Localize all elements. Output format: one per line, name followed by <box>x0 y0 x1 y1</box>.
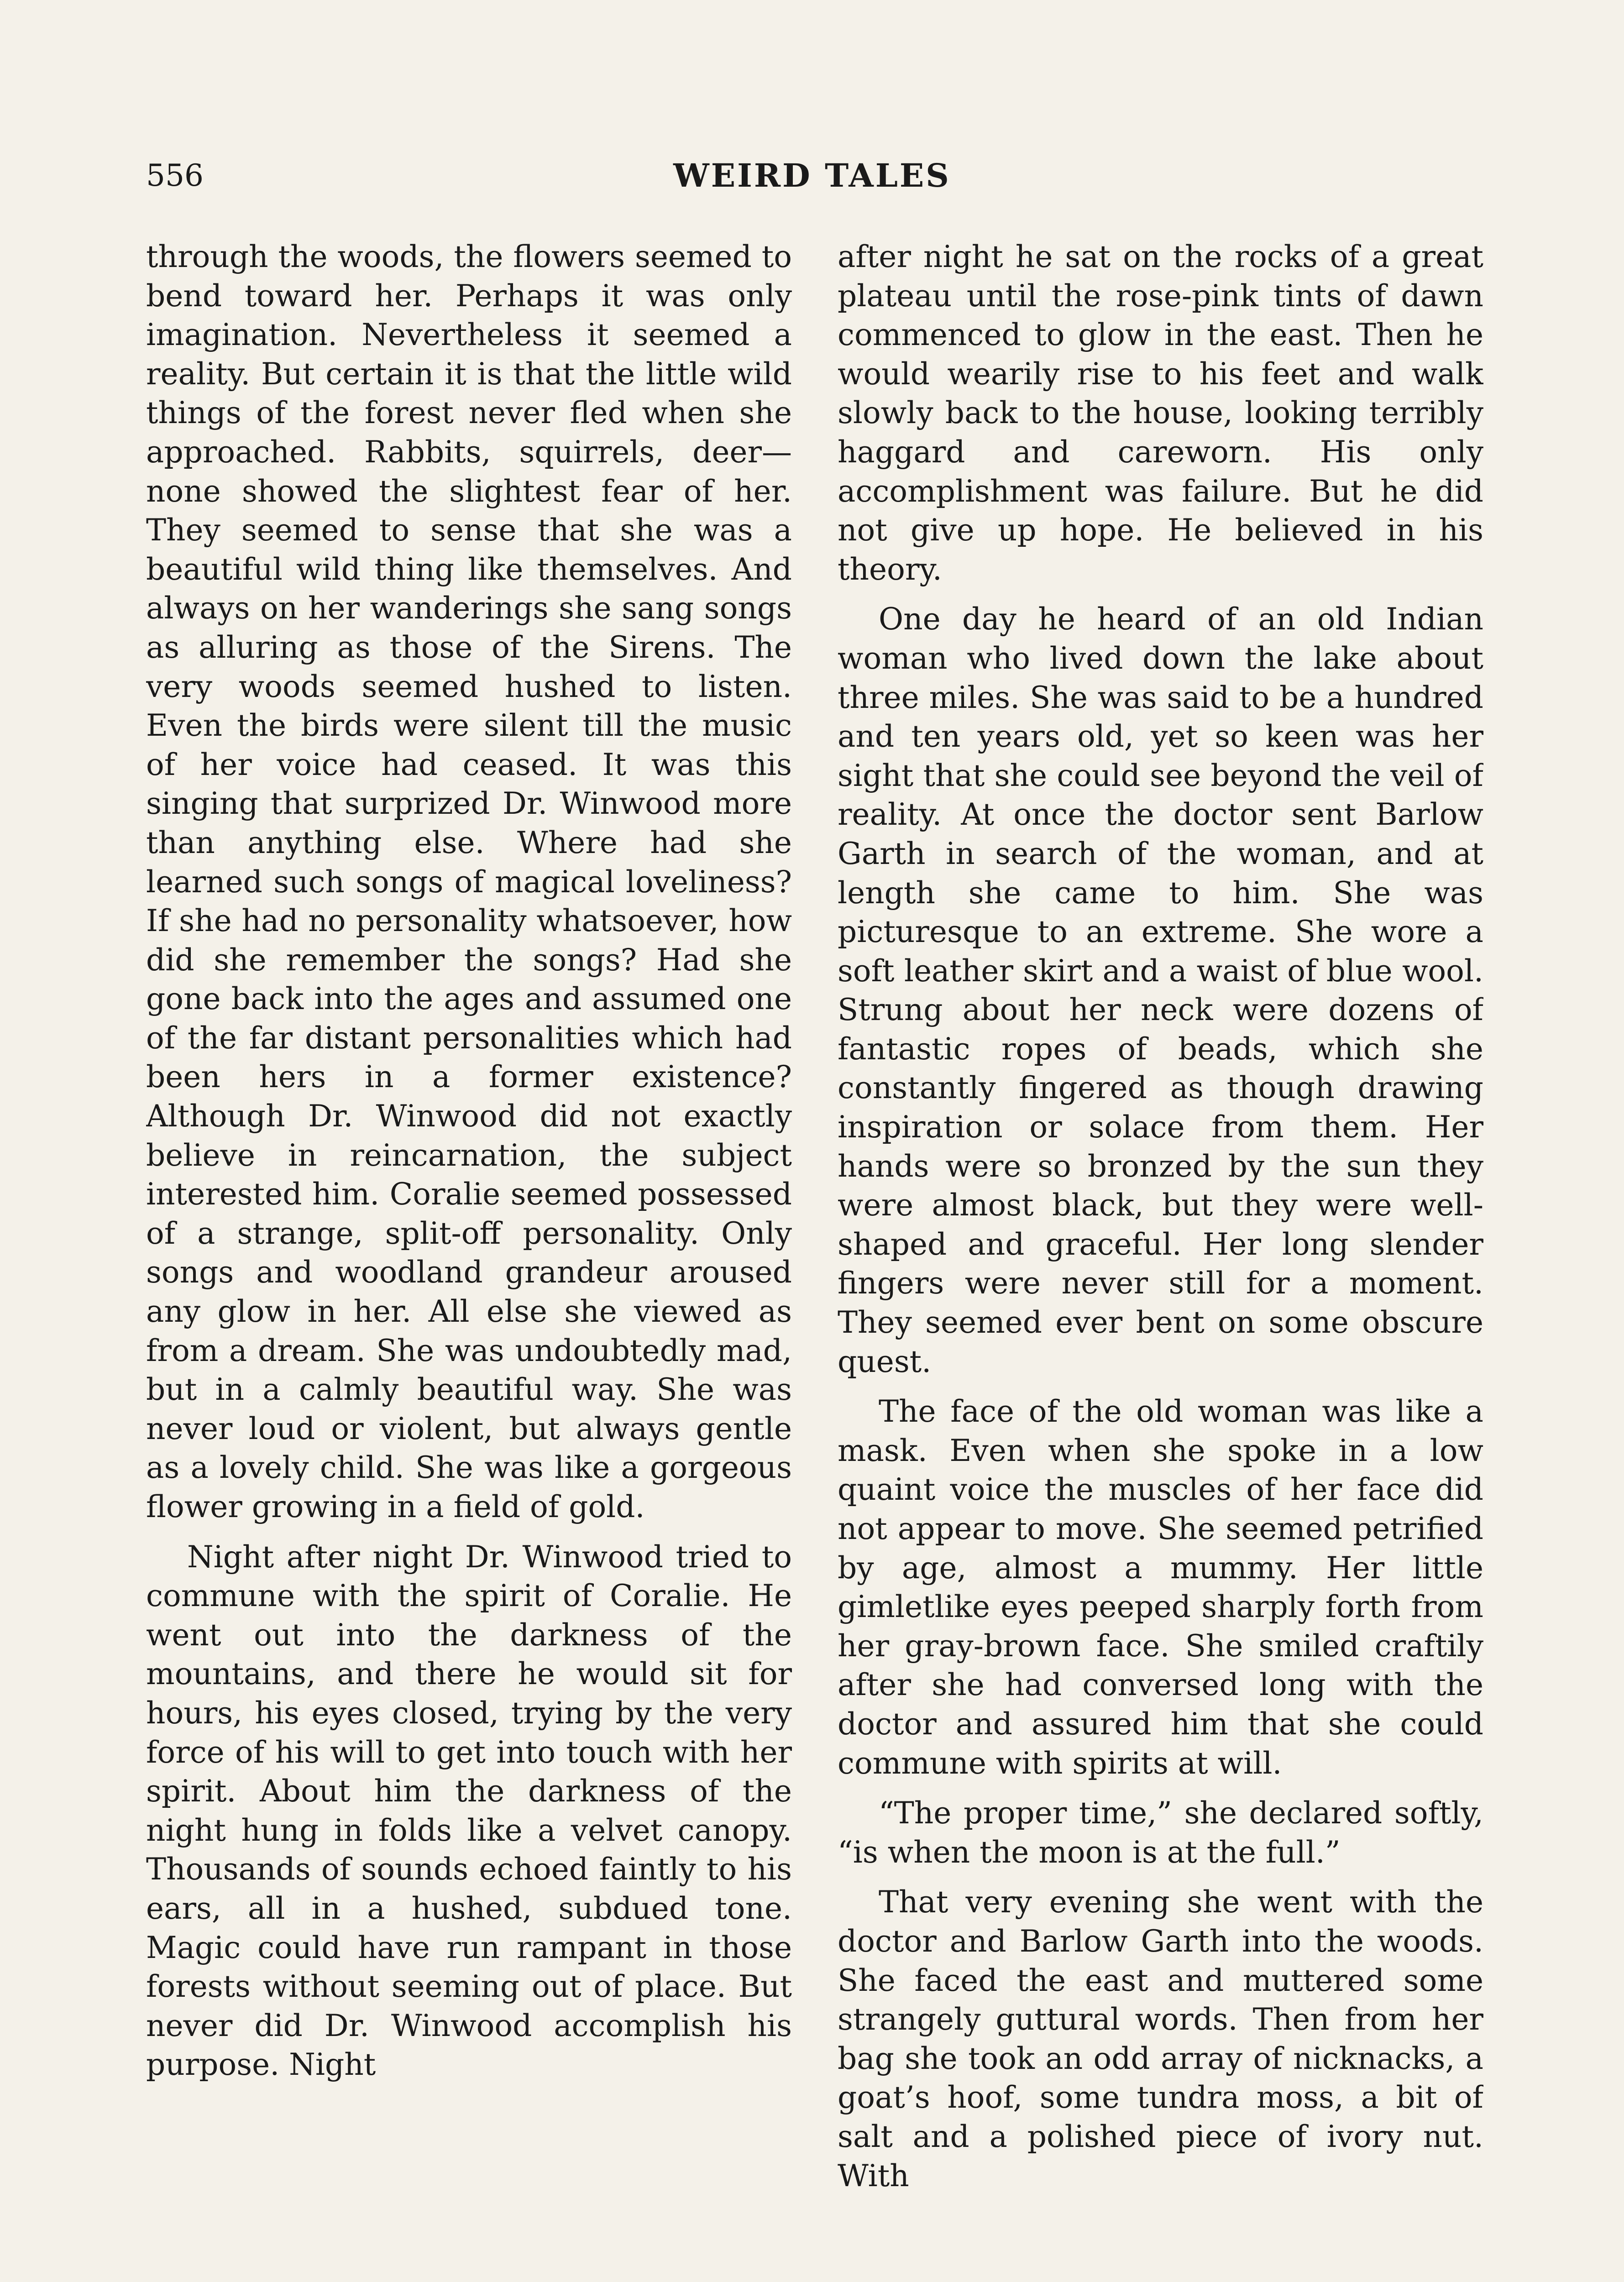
right-paragraph-1: after night he sat on the rocks of a great plateau until the rose-pink tints of dawn commenced to glow in the east. Then he would wearily rise to his feet and walk slowly back to the house, looking terribly haggard and careworn. His only accomplishment was failure. But he did not give up hope. He believed in his theory. <box>838 239 1483 587</box>
left-paragraph-2: Night after night Dr. Winwood tried to commune with the spirit of Coralie. He went out into the darkness of the mountains, and there he would sit for hours, his eyes closed, trying by the very force of his will to get into touch with her spirit. About him the darkness of the night hung in folds like a velvet canopy. Thousands of sounds echoed faintly to his ears, all in a hushed, subdued tone. Magic could have run rampant in those forests without seeming out of place. But never did Dr. Winwood accomplish his purpose. Night <box>146 1539 792 2083</box>
left-paragraph-1: through the woods, the flowers seemed to bend toward her. Perhaps it was only imagination. Nevertheless it seemed a reality. But certain it is that the little wild things of the forest never fled when she approached. Rabbits, squirrels, deer—none showed the slightest fear of her. They seemed to sense that she was a beautiful wild thing like themselves. And always on her wanderings she sang songs as alluring as those of the Sirens. The very woods seemed hushed to listen. Even the birds were silent till the music of her voice had ceased. It was this singing that surprized Dr. Winwood more than anything else. Where had she learned such songs of magical loveliness? If she had no personality whatsoever, how did she remember the songs? Had she gone back into the ages and assumed one of the far distant personalities which had been hers in a former existence? Although Dr. Winwood did not exactly believe in reincarnation, the subject interested him. Coralie seemed possessed of a strange, split-off personality. Only songs and woodland grandeur aroused any glow in her. All else she viewed as from a dream. She was undoubtedly mad, but in a calmly beautiful way. She was never loud or violent, but always gentle as a lovely child. She was like a gorgeous flower growing in a field of gold. <box>146 239 792 1524</box>
left-column <box>146 237 792 2282</box>
right-column <box>838 237 1483 2282</box>
page-number: 556 <box>146 158 204 193</box>
right-paragraph-3: The face of the old woman was like a mask. Even when she spoke in a low quaint voice the muscles of her face did not appear to move. She seemed petrified by age, almost a mummy. Her little gimletlike eyes peeped sharply forth from her gray-brown face. She smiled craftily after she had conversed long with the doctor and assured him that she could commune with spirits at will. <box>838 1394 1483 1781</box>
magazine-title: WEIRD TALES <box>673 157 951 194</box>
right-paragraph-2: One day he heard of an old Indian woman who lived down the lake about three miles. She was said to be a hundred and ten years old, yet so keen was her sight that she could see beyond the veil of reality. At once the doctor sent Barlow Garth in search of the woman, and at length she came to him. She was picturesque to an extreme. She wore a soft leather skirt and a waist of blue wool. Strung about her neck were dozens of fantastic ropes of beads, which she constantly fingered as though drawing inspiration or solace from them. Her hands were so bronzed by the sun they were almost black, but they were well-shaped and graceful. Her long slender fingers were never still for a moment. They seemed ever bent on some obscure quest. <box>838 602 1483 1379</box>
running-head <box>146 151 1478 201</box>
right-paragraph-4: “The proper time,” she declared softly, “is when the moon is at the full.” <box>838 1795 1483 1870</box>
right-paragraph-5: That very evening she went with the doctor and Barlow Garth into the woods. She faced the east and muttered some strangely guttural words. Then from her bag she took an odd array of nicknacks, a goat’s hoof, some tundra moss, a bit of salt and a polished piece of ivory nut. With <box>838 1884 1483 2193</box>
text-columns <box>146 237 1483 2282</box>
